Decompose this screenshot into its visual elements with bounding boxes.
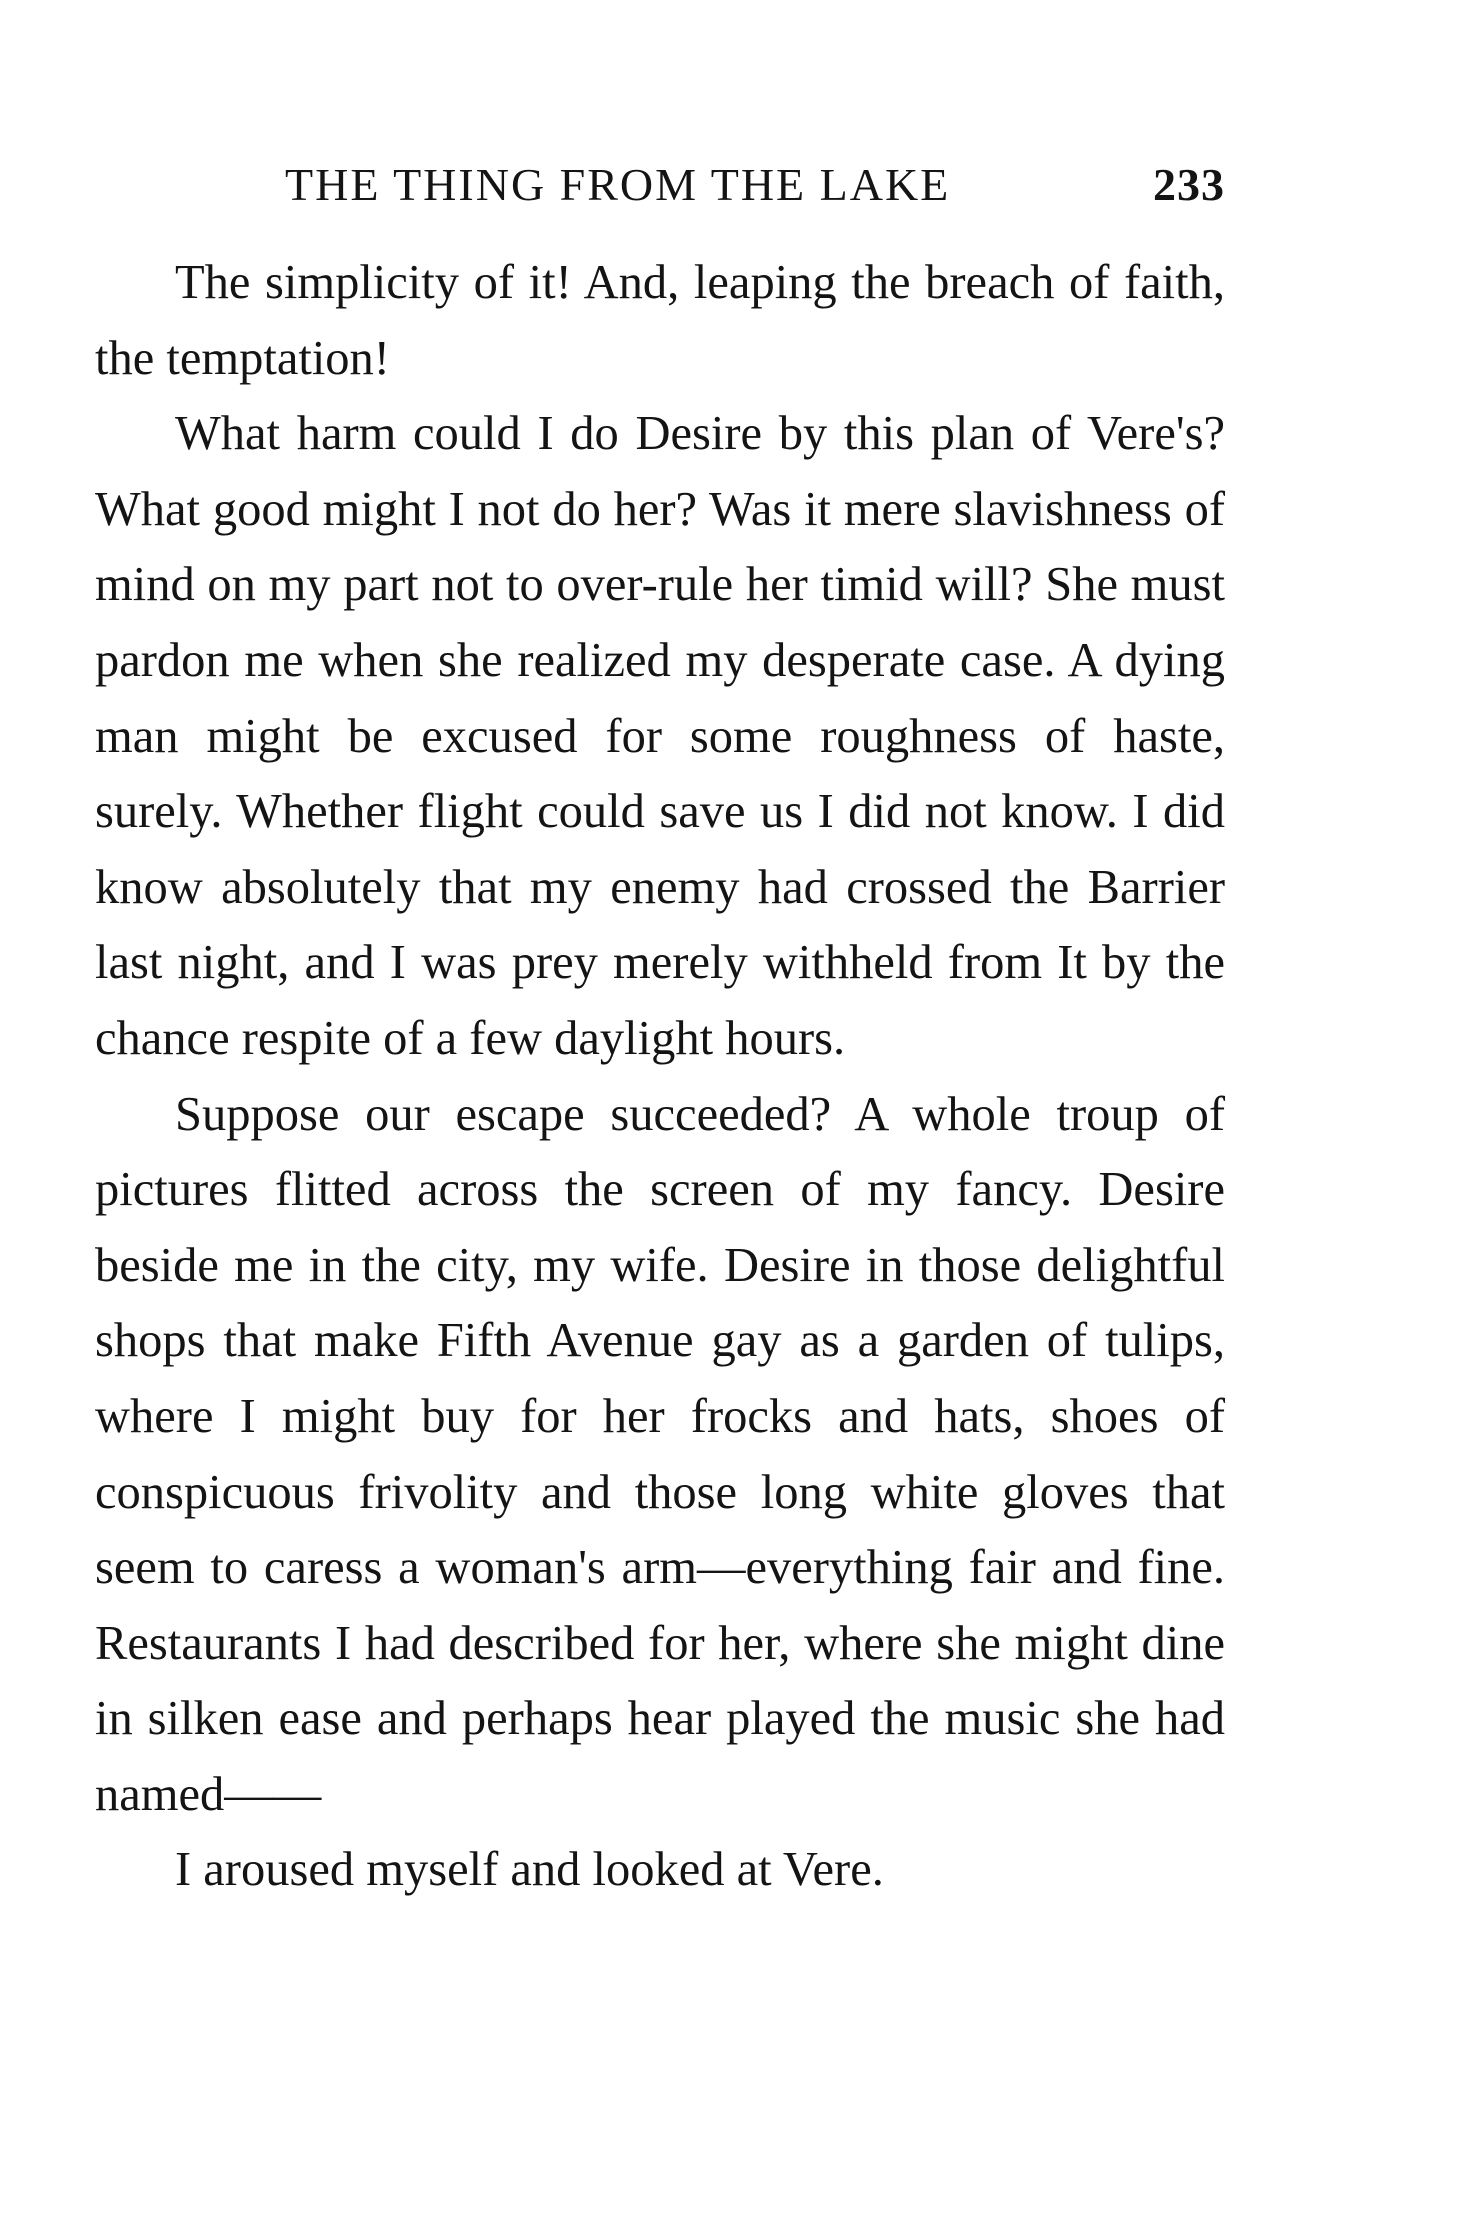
- running-head-title: THE THING FROM THE LAKE: [285, 159, 951, 210]
- paragraph-1: The simplicity of it! And, leaping the breach of faith, the temptation!: [95, 256, 1225, 385]
- paragraph-2: What harm could I do Desire by this plan of Vere's? What good might I not do her? Was it mere slavishness of mind on my part not to over-rule her timid will? She must pardon me when she realized my desperate case. A dying man might be excused for some roughness of haste, surely. Whether flight could save us I did not know. I did know absolutely that my enemy had crossed the Barrier last night, and I was prey merely withheld from It by the chance respite of a few daylight hours.: [95, 407, 1225, 1065]
- body-text: [95, 245, 1225, 1908]
- paragraph-4: I aroused myself and looked at Vere.: [175, 1843, 884, 1897]
- running-head: [285, 150, 1235, 220]
- page-number: 233: [1153, 159, 1225, 210]
- paragraph-3: Suppose our escape succeeded? A whole troup of pictures flitted across the screen of my fancy. Desire beside me in the city, my wife. Desire in those delightful shops that make Fifth Avenue gay as a garden of tulips, where I might buy for her frocks and hats, shoes of conspicuous frivolity and those long white gloves that seem to caress a woman's arm—everything fair and fine. Restaurants I had described for her, where she might dine in silken ease and perhaps hear played the music she had named——: [95, 1087, 1225, 1821]
